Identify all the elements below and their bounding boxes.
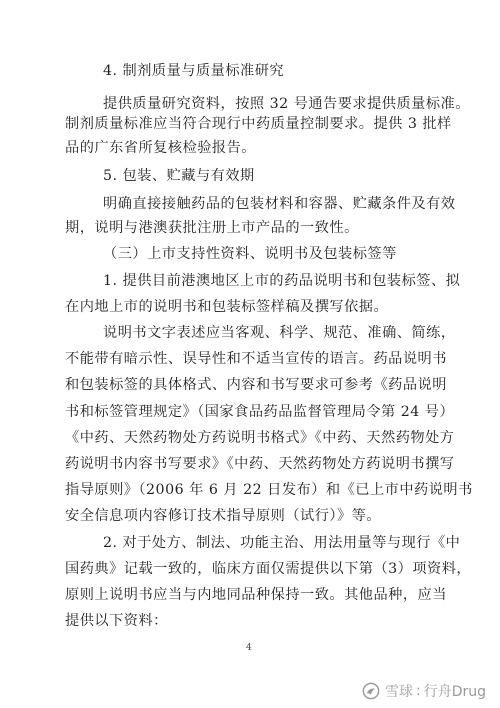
section-heading-3: （三）上市支持性资料、说明书及包装标签等: [103, 246, 397, 262]
paragraph-line: 提供质量研究资料，按照 32 号通告要求提供质量标准。: [103, 96, 470, 112]
paragraph-line: 和包装标签的具体格式、内容和书写要求可参考《药品说明: [65, 377, 447, 393]
page-number: 4: [246, 643, 252, 653]
paragraph-line: 不能带有暗示性、误导性和不适当宣传的语言。药品说明书: [65, 351, 447, 367]
paragraph-line: 1. 提供目前港澳地区上市的药品说明书和包装标签、拟: [103, 273, 461, 289]
paragraph-line: 品的广东省所复核检验报告。: [65, 140, 256, 156]
paragraph-line: 安全信息项内容修订技术指导原则（试行）》等。: [65, 508, 382, 524]
watermark-separator: :: [416, 683, 421, 699]
paragraph-line: 书和标签管理规定》（国家食品药品监督管理局令第 24 号）: [65, 404, 455, 420]
paragraph-line: 药说明书内容书写要求》《中药、天然药物处方药说明书撰写: [65, 456, 455, 472]
watermark-author: 行舟Drug: [423, 684, 487, 700]
section-heading-5: 5. 包装、贮藏与有效期: [103, 168, 255, 184]
paragraph-line: 2. 对于处方、制法、功能主治、用法用量等与现行《中: [103, 535, 461, 551]
paragraph-line: 提供以下资料：: [65, 613, 168, 629]
paragraph-line: 《中药、天然药物处方药说明书格式》《中药、天然药物处方: [65, 430, 455, 446]
paragraph-line: 说明书文字表述应当客观、科学、规范、准确、简练，: [103, 325, 456, 341]
watermark: [362, 680, 486, 702]
snowball-logo-icon: [362, 682, 380, 700]
paragraph-line: 原则上说明书应当与内地同品种保持一致。其他品种，应当: [65, 587, 447, 603]
paragraph-line: 国药典》记载一致的，临床方面仅需提供以下第（3）项资料，: [65, 561, 472, 577]
paragraph-line: 指导原则》（2006 年 6 月 22 日发布）和《已上市中药说明书: [65, 482, 473, 498]
watermark-brand: 雪球: [385, 684, 413, 700]
paragraph-line: 制剂质量标准应当符合现行中药质量控制要求。提供 3 批样: [65, 116, 452, 132]
section-heading-4: 4. 制剂质量与质量标准研究: [103, 63, 285, 79]
paragraph-line: 期，说明与港澳获批注册上市产品的一致性。: [65, 220, 359, 236]
paragraph-line: 明确直接接触药品的包装材料和容器、贮藏条件及有效: [103, 196, 456, 212]
paragraph-line: 在内地上市的说明书和包装标签样稿及撰写依据。: [65, 299, 389, 315]
